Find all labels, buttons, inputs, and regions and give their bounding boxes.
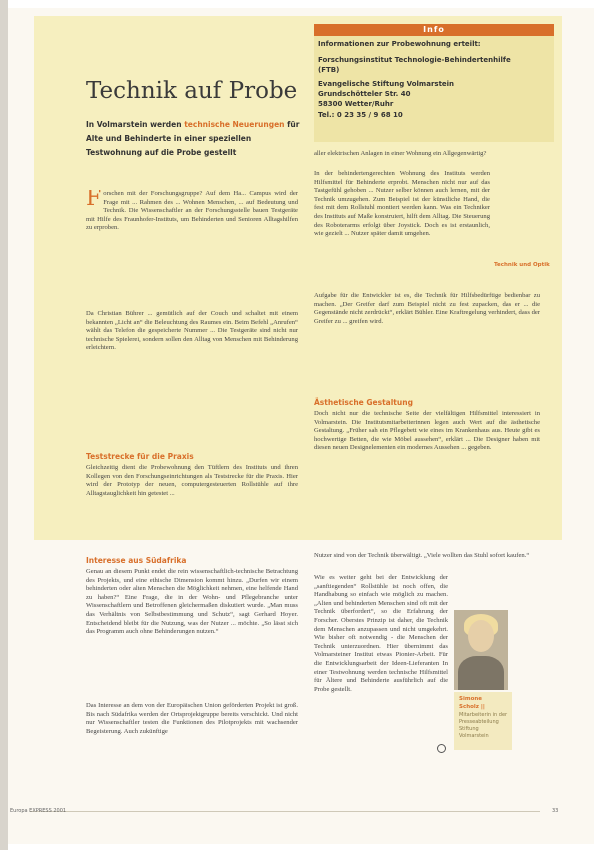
lead-highlight: technische Neuerungen (184, 120, 285, 129)
photo-face (468, 620, 494, 652)
col2-para-1: aller elektrischen Anlagen in einer Wohnung ein Allgegenwärtig? (314, 150, 487, 157)
col2-para-2: In der behindertengerechten Wohnung des Instituts werden Hilfsmittel für Behinderte erprobt. Menschen nicht nur auf das Tastgefühl gehoben ... Nutzer selber können auch lernen, mit der Technik umzugehen. Zum Beispiel ist der künstliche Hand, die fest mit dem Rollstuhl montiert werden kann. Was ein Techniker des Instituts auf Maße konstruiert, hilft dem Alltag. Die Steuerung des Roboterarms erfolgt über Joystick. Doch es ist erstaunlich, wie gezielt ... Nutzer später damit umgehen. (314, 170, 490, 238)
lead-text-2: für Alte und Behinderte in einer speziellen Testwohnung auf die Probe gestellt (86, 120, 300, 157)
caption-name (459, 695, 485, 711)
col2-para-4: Doch nicht nur die technische Seite der vielfältigen Hilfsmittel interessiert in Volmarstein. Die Institutsmitarbeiterinnen legen auch Wert auf die ästhetische Gestaltung. „Früher sah ein Pflegebett wie eines im Krankenhaus aus. Heute gibt es hochwertige Betten, die wie Möbel aussehen“, erklärt ... Die Designer haben mit diesen neuen Designelementen ein modernes Aussehen ... gegeben. (314, 410, 540, 452)
end-of-article-icon (437, 744, 446, 753)
photo-body (458, 656, 504, 690)
col1-para-2: Da Christian Bührer ... gemütlich auf der Couch und schaltet mit einem bekannten „Licht an“ die Beleuchtung des Raumes ein. Beim Befehl „Anrufen“ wählt das Telefon die gespeicherte Nummer ... Die Testgeräte sind nicht nur technische Spielerei, sondern sollen den Alltag von Menschen mit Behinderung erleichtern. (86, 310, 298, 352)
article-title: Technik auf Probe (86, 78, 298, 104)
info-line-5: Grundschötteler Str. 40 (318, 90, 411, 98)
scan-edge (0, 0, 8, 850)
info-line-3: (FTB) (318, 66, 340, 74)
info-line-4: Evangelische Stiftung Volmarstein (318, 80, 455, 88)
col2-lower-para-2: Wie es weiter geht bei der Entwicklung der „sanftiegenden“ Rollstühle ist noch offen, die Handhabung so einfach wie möglich zu machen. „Alten und behinderten Menschen sind oft mit der Technik überfordert“, so die Erfahrung der Forscher. Oberstes Prinzip ist daher, die Technik dem Menschen anzupassen und nicht umgekehrt. Wie bisher oft notwendig - die Menschen der Technik unterzuordnen. Hier übernimmt das Volmarsteiner Institut etwas Pionier-Arbeit. Für die Entwicklungsarbeit der Ideen-Lieferanten In einer Testwohnung werden technische Hilfsmittel für Ältere und Behinderte ausführlich auf die Probe gestellt. (314, 574, 448, 693)
col1-lower-para-1: Genau an diesem Punkt endet die rein wissenschaftlich-technische Betrachtung des Projekts, und eine ethische Dimension kommt hinzu. „Durfen wir einem behinderten oder alten Menschen die Möglichkeit nehmen, eine helfende Hand zu haben?“ Eine Frage, die in der Wohn- und Pflegebranche unter Wissenschaftlern und Betroffenen gleichermaßen diskutiert wurde. „Man muss das Verhältnis von Selbstbestimmung und Schutz“, sagt Gerhard Hoyer. Entscheidend bleibt für die Nutzung, was der Nutzer ... möchte. „So lässt sich das Programm auch ohne Behinderungen nutzen.“ (86, 568, 298, 636)
side-note: Technik und Optik (494, 262, 550, 268)
subheading-suedafrika: Interesse aus Südafrika (86, 556, 187, 565)
footer-publication: Europa EXPRESS 2001 (10, 808, 67, 814)
col1-para-3: Gleichzeitig dient die Probewohnung den Tüftlern des Instituts und ihren Kollegen von den Forschungseinrichtungen als Teststrecke für die Praxis. Hier wird der Prototyp der neuen, computergesteuerten Rollstühle auf ihre Alltagstauglichkeit hin getestet ... (86, 464, 298, 497)
col1-para-1-text: orschen mit der Forschungsgruppe? Auf dem Ha... Campus wird der Frage mit ... Rahmen des ... Wohnen Menschen, ... auf Bedeutung und Technik. Die Wissenschaftler an der Forschungsstelle bauen Testgeräte mit Hilfe des Fraunhofer-Instituts, um Behinderten und Senioren Alltagshilfen zu erproben. (86, 190, 298, 232)
caption-name-last: Scholz || (459, 704, 485, 710)
info-line-6: 58300 Wetter/Ruhr (318, 100, 394, 108)
info-line-2: Forschungsinstitut Technologie-Behindertenhilfe (318, 56, 511, 64)
col2-lower-para-1: Nutzer sind von der Technik überwältigt. „Viele wollten das Stuhl sofort kaufen.“ (314, 552, 530, 559)
caption-text: Mitarbeiterin in der Presseabteilung Stiftung Volmarstein (459, 712, 508, 739)
info-box-header: Info (314, 24, 554, 36)
caption-name-first: Simone (459, 696, 483, 702)
lead-text-1: In Volmarstein werden (86, 120, 185, 129)
subheading-aesthetik: Ästhetische Gestaltung (314, 398, 413, 407)
page-number: 33 (552, 808, 559, 814)
col2-para-3: Aufgabe für die Entwickler ist es, die Technik für Hilfsbedürftige bedienbar zu machen. „Der Greifer darf zum Beispiel nicht zu fest zupacken, das er ... die Gegenstände nicht zerdrückt“, erklärt Bühler. Eine Kraftregelung verhindert, dass der Greifer zu ... greifen wird. (314, 292, 540, 325)
col1-lower-para-2: Das Interesse an dem von der Europäischen Union geförderten Projekt ist groß. Bis nach Südafrika werden der Ortsprojektgruppe bereits verschickt. Und nicht nur Wissenschaftler testen die Funktionen des Pilotprojekts mit wachsender Begeisterung. Auch zukünftige (86, 702, 298, 735)
info-line-1: Informationen zur Probewohnung erteilt: (318, 40, 481, 48)
subheading-teststrecke: Teststrecke für die Praxis (86, 452, 194, 461)
article-lead (86, 118, 304, 160)
footer-rule (30, 811, 540, 812)
dropcap: F (86, 190, 102, 211)
info-line-7: Tel.: 0 23 35 / 9 68 10 (318, 111, 403, 119)
portrait-photo (454, 610, 508, 690)
